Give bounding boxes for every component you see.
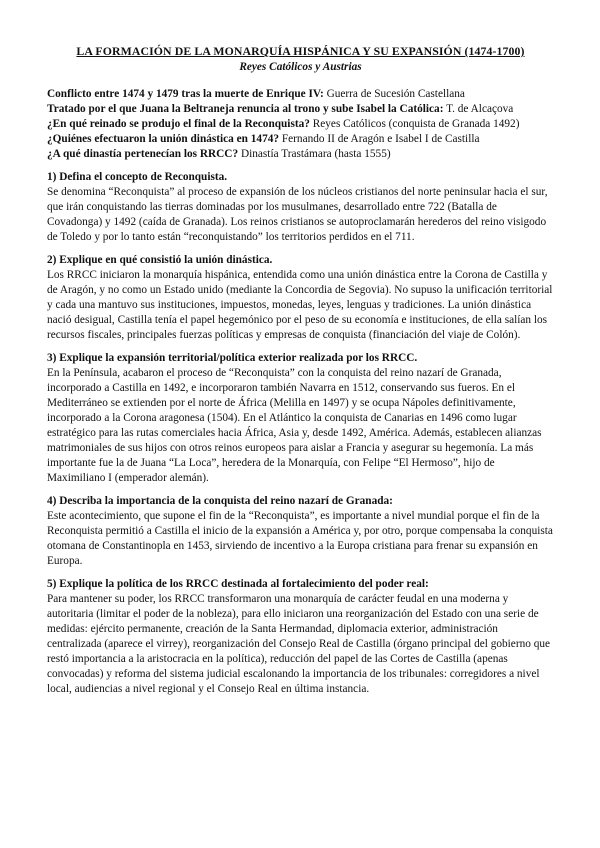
section-reconquista xyxy=(47,170,554,245)
fact-label: ¿En qué reinado se produjo el final de la Reconquista? xyxy=(47,118,310,130)
fact-label: ¿A qué dinastía pertenecían los RRCC? xyxy=(47,148,239,160)
section-expansion xyxy=(47,351,554,486)
fact-label: ¿Quiénes efectuaron la unión dinástica en 1474? xyxy=(47,133,280,145)
fact-value: Reyes Católicos (conquista de Granada 1492) xyxy=(312,118,520,130)
section-granada xyxy=(47,494,554,569)
section-answer: En la Península, acabaron el proceso de “Reconquista” con la conquista del reino nazarí de Granada, incorporado a Castilla en 1492, e incorporaron también Navarra en 1512, conservando sus fueros. En el Mediterráneo se extienden por el norte de África (Melilla en 1497) y se ocupa Nápoles definitivamente, incorporado a la Corona aragonesa (1504). En el Atlántico la conquista de Canarias en 1496 como lugar estratégico para las rutas comerciales hacia África, Asia y, desde 1492, América. Además, establecen alianzas matrimoniales de sus hijos con otros reinos europeos para aislar a Francia y asegurar su hegemonía. La más importante fue la de Juana “La Loca”, heredera de la Monarquía, con Felipe “El Hermoso”, hijo de Maximiliano I (emperador alemán). xyxy=(47,367,542,484)
section-question: 3) Explique la expansión territorial/política exterior realizada por los RRCC. xyxy=(47,352,418,364)
section-answer: Los RRCC iniciaron la monarquía hispánica, entendida como una unión dinástica entre la Corona de Castilla y de Aragón, y no como un Estado unido (mediante la Concordia de Segovia). No supuso la unificación territorial y cada una mantuvo sus instituciones, impuestos, monedas, leyes, lenguas y tradiciones. La unión dinástica nació desigual, Castilla tenía el papel hegemónico por el peso de su economía e instituciones, de ella salían los recursos fiscales, principales fuerzas políticas y empresas de conquista (financiación del viaje de Colón). xyxy=(47,269,553,341)
page-title: LA FORMACIÓN DE LA MONARQUÍA HISPÁNICA Y SU EXPANSIÓN (1474-1700) xyxy=(76,44,525,58)
section-union-dinastica xyxy=(47,253,554,343)
fact-item xyxy=(47,102,554,117)
section-question: 4) Describa la importancia de la conquista del reino nazarí de Granada: xyxy=(47,495,393,507)
fact-item xyxy=(47,147,554,162)
section-answer: Para mantener su poder, los RRCC transformaron una monarquía de carácter feudal en una moderna y autoritaria (limitar el poder de la nobleza), para ello iniciaron una reorganización del Estado con una serie de medidas: ejército permanente, creación de la Santa Hermandad, diplomacia exterior, administración centralizada (aparece el virrey), reorganización del Consejo Real de Castilla (órgano principal del gobierno que restó importancia a la aristocracia en la política), reducción del papel de las Cortes de Castilla (apenas convocadas) y reforma del sistema judicial escalonando la importancia de los tribunales: corregidores a nivel local, audiencias a nivel regional y el Consejo Real en última instancia. xyxy=(47,593,551,695)
fact-label: Conflicto entre 1474 y 1479 tras la muerte de Enrique IV: xyxy=(47,88,324,100)
fact-value: Dinastía Trastámara (hasta 1555) xyxy=(240,148,391,160)
fact-item xyxy=(47,87,554,102)
fact-item xyxy=(47,117,554,132)
section-question: 1) Defina el concepto de Reconquista. xyxy=(47,171,228,183)
facts-list xyxy=(47,87,554,162)
fact-value: T. de Alcaçova xyxy=(446,103,514,115)
fact-value: Fernando II de Aragón e Isabel I de Castilla xyxy=(281,133,480,145)
page-subtitle: Reyes Católicos y Austrias xyxy=(239,61,362,73)
section-question: 2) Explique en qué consistió la unión dinástica. xyxy=(47,254,273,266)
section-answer: Este acontecimiento, que supone el fin de la “Reconquista”, es importante a nivel mundial porque el fin de la Reconquista permitió a Castilla el inicio de la expansión a América y, por otro, porque compensaba la conquista otomana de Constantinopla en 1453, sirviendo de incentivo a la Europa cristiana para frenar su expansión en Europa. xyxy=(47,510,553,567)
fact-label: Tratado por el que Juana la Beltraneja renuncia al trono y sube Isabel la Católica: xyxy=(47,103,444,115)
section-poder-real xyxy=(47,577,554,697)
fact-value: Guerra de Sucesión Castellana xyxy=(326,88,465,100)
section-answer: Se denomina “Reconquista” al proceso de expansión de los núcleos cristianos del norte peninsular hacia el sur, que irán conquistando las tierras dominadas por los musulmanes, desarrollado entre 722 (Batalla de Covadonga) y 1492 (caída de Granada). Los reinos cristianos se autoproclamarán herederos del reino visigodo de Toledo y por lo tanto están “reconquistando” los territorios perdidos en el 711. xyxy=(47,186,548,243)
fact-item xyxy=(47,132,554,147)
section-question: 5) Explique la política de los RRCC destinada al fortalecimiento del poder real: xyxy=(47,578,429,590)
